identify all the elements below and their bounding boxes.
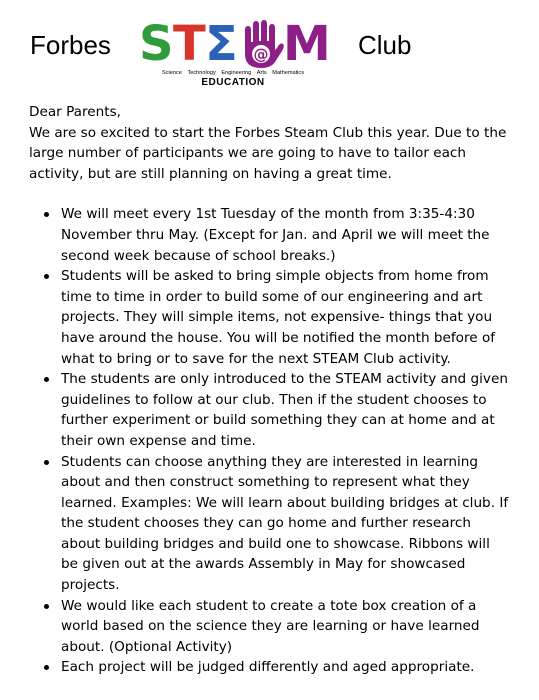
bullet-text: The students are only introduced to the STEAM activity and given guidelines to follow at our club. Then if the student chooses to further experiment or build something they can at home and at their own expense and time. [61,371,508,449]
logo-subtitle-mathematics: Mathematics [272,70,304,76]
list-item [61,369,509,451]
bullet-text: Students can choose anything they are interested in learning about and then construct something to represent what they learned. Examples: We will learn about building bridges at club. If the student chooses they can go home and further research about building bridges and build one to showcase. Ribbons will be given out at the awards Assembly in May for showcased projects. [61,453,509,594]
logo-education-label: EDUCATION [201,77,265,88]
logo-subtitle-arts: Arts [256,70,267,76]
bullet-text: Students will be asked to bring simple objects from home from time to time in order to build some of our engineering and art projects. They will simple items, not expensive- things that you have around the house. You will be notified the month before of what to bring or to save for the next STEAM Club activity. [61,268,496,367]
logo-letter-t: T [173,16,206,72]
bullet-dot-icon [44,665,49,670]
header-word-forbes: Forbes [30,30,111,60]
letter-header [0,0,539,100]
bullet-dot-icon [44,604,49,609]
list-item [61,596,509,658]
list-item [61,452,509,596]
list-item [61,657,509,678]
bullet-list [29,204,509,678]
logo-letter-sigma: Σ [205,16,238,72]
bullet-text: We would like each student to create a tote box creation of a world based on the science they are learning or have learned about. (Optional Activity) [61,597,480,655]
bullet-dot-icon [44,212,49,217]
letter-body [29,102,509,678]
intro-paragraph: We are so excited to start the Forbes Steam Club this year. Due to the large number of participants we are going to have to tailor each activity, but are still planning on having a great time. [29,124,507,182]
logo-subtitle-science: Science [162,70,182,76]
logo-letter-s: S [139,16,174,72]
logo-subtitle-engineering: Engineering [221,70,252,76]
bullet-text: We will meet every 1st Tuesday of the month from 3:35-4:30 November thru May. (Except for Jan. and April we will meet the second week because of school breaks.) [61,206,490,264]
list-item [61,204,509,266]
hand-at-glyph: @ [253,45,269,64]
steam-education-logo [133,18,333,90]
list-item [61,266,509,369]
bullet-dot-icon [44,460,49,465]
logo-subtitles [133,70,333,77]
header-word-club: Club [358,30,412,60]
bullet-text: Each project will be judged differently and aged appropriate. [61,659,475,676]
bullet-dot-icon [44,274,49,279]
greeting: Dear Parents, [29,104,121,120]
hand-at-sign-icon [239,20,285,68]
bullet-dot-icon [44,377,49,382]
logo-letters [133,18,333,70]
logo-letter-m: M [283,16,331,72]
logo-subtitle-technology: Technology [187,70,216,76]
